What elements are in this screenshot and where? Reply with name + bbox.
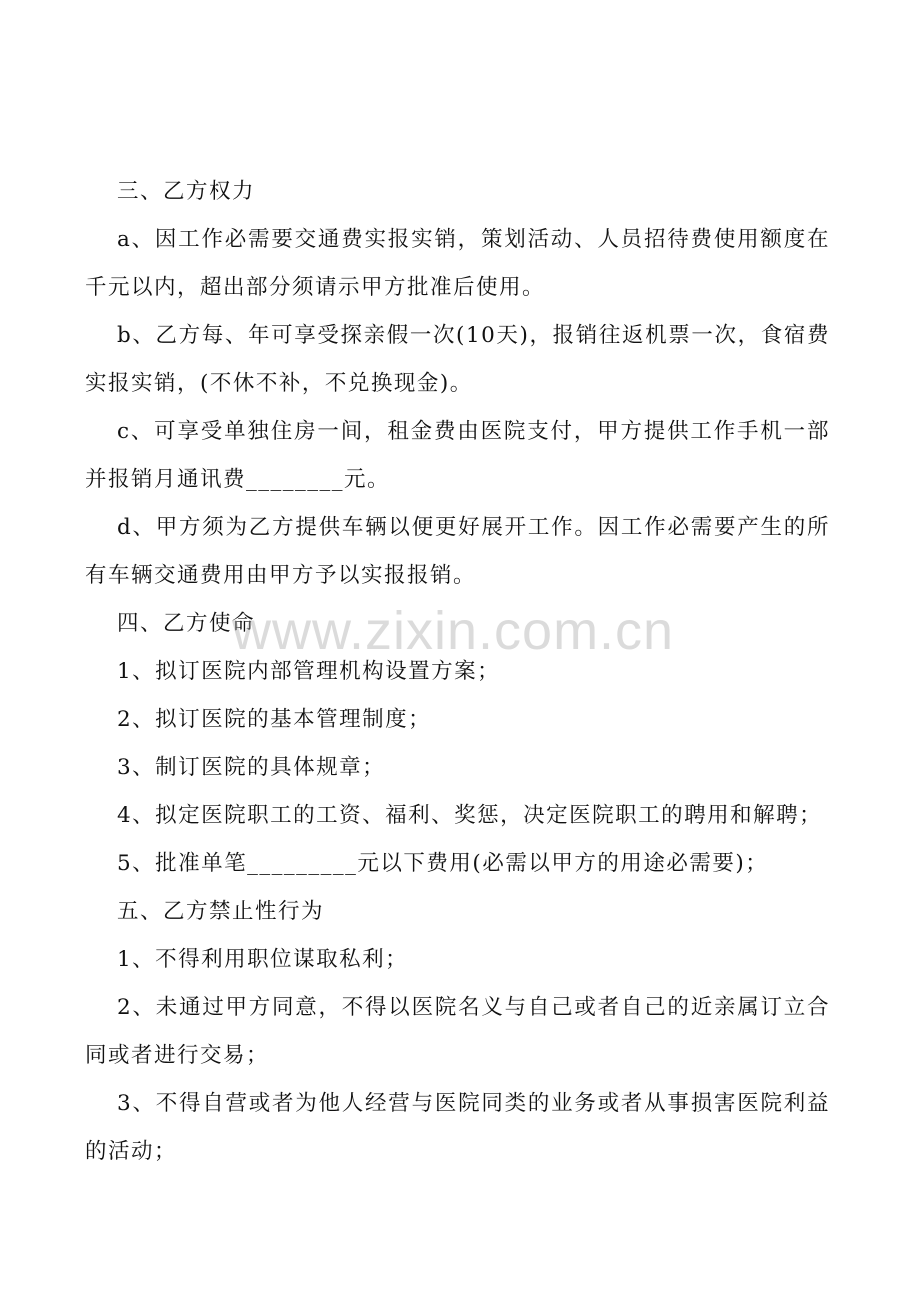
paragraph-rights-d: d、甲方须为乙方提供车辆以便更好展开工作。因工作必需要产生的所有车辆交通费用由甲方予以实报报销。 xyxy=(85,515,830,588)
paragraph-prohibited-3: 3、不得自营或者为他人经营与医院同类的业务或者从事损害医院利益的活动； xyxy=(85,1091,830,1164)
document-body xyxy=(85,168,830,1176)
paragraph-prohibited-2: 2、未通过甲方同意，不得以医院名义与自己或者自己的近亲属订立合同或者进行交易； xyxy=(85,995,830,1068)
paragraph-rights-b: b、乙方每、年可享受探亲假一次(10天)，报销往返机票一次，食宿费实报实销，(不休不补，不兑换现金)。 xyxy=(85,323,830,396)
paragraph-mission-1: 1、拟订医院内部管理机构设置方案； xyxy=(117,659,501,684)
paragraph-mission-2: 2、拟订医院的基本管理制度； xyxy=(117,707,432,732)
paragraph-rights-c: c、可享受单独住房一间，租金费由医院支付，甲方提供工作手机一部并报销月通讯费________元。 xyxy=(85,419,830,492)
paragraph-mission-5: 5、批准单笔_________元以下费用(必需以甲方的用途必需要)； xyxy=(117,851,769,876)
section-heading-prohibited: 五、乙方禁止性行为 xyxy=(117,899,325,924)
section-heading-rights: 三、乙方权力 xyxy=(117,179,256,204)
paragraph-mission-4: 4、拟定医院职工的工资、福利、奖惩，决定医院职工的聘用和解聘； xyxy=(117,803,823,828)
paragraph-rights-a: a、因工作必需要交通费实报实销，策划活动、人员招待费使用额度在千元以内，超出部分须请示甲方批准后使用。 xyxy=(85,227,830,300)
paragraph-prohibited-1: 1、不得利用职位谋取私利； xyxy=(117,947,409,972)
section-heading-mission: 四、乙方使命 xyxy=(117,611,256,636)
paragraph-mission-3: 3、制订医院的具体规章； xyxy=(117,755,386,780)
watermark: www.zixin.com.cn xyxy=(232,601,675,661)
